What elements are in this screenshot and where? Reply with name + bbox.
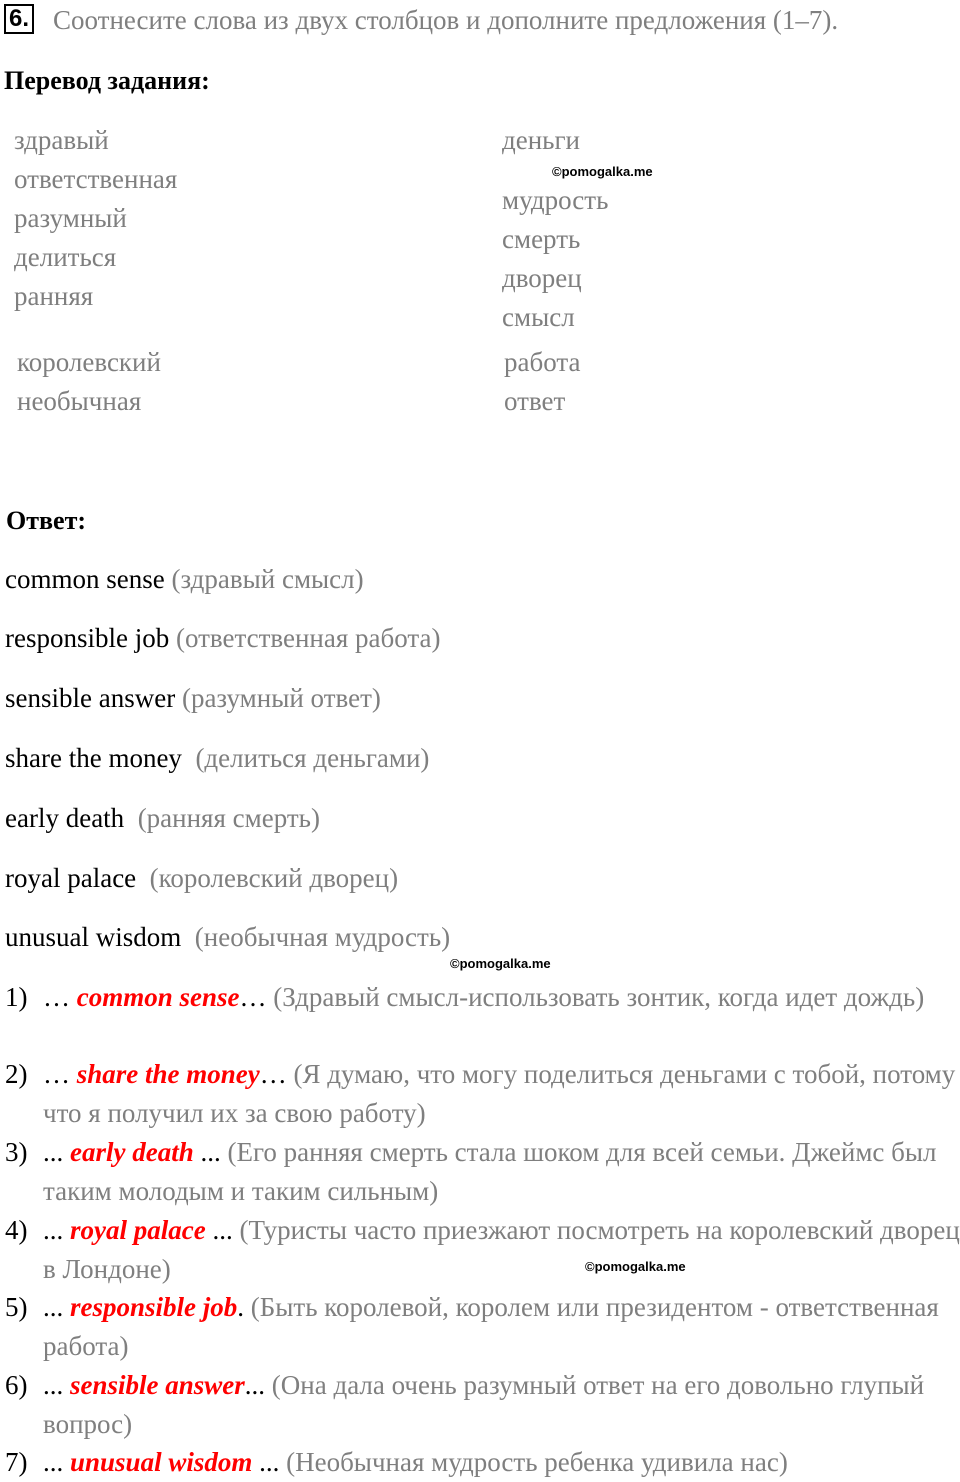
task-instruction: Соотнесите слова из двух столбцов и дополните предложения (1–7).: [53, 5, 839, 35]
answer-translation: (Необычная мудрость ребенка удивила нас): [286, 1447, 788, 1477]
watermark: ©pomogalka.me: [552, 164, 653, 179]
pair-translation: (ранняя смерть): [124, 803, 320, 833]
pair-item: [5, 620, 441, 656]
pair-item: [5, 680, 381, 716]
right-word: ответ: [504, 386, 566, 416]
answer-dots: ...: [193, 1137, 228, 1167]
answer-number: 1): [5, 982, 28, 1012]
answer-phrase: responsible job: [70, 1292, 238, 1322]
pair-item: [5, 800, 320, 836]
left-word: здравый: [14, 125, 109, 155]
pair-translation: (необычная мудрость): [181, 922, 451, 952]
pair-translation: (королевский дворец): [136, 863, 399, 893]
answer-phrase: early death: [70, 1137, 194, 1167]
pair-english: unusual wisdom: [5, 922, 182, 952]
pair-item: [5, 740, 429, 776]
pair-english: sensible answer: [5, 683, 176, 713]
pair-item: [5, 860, 398, 896]
answer-dots: ...: [244, 1370, 272, 1400]
answer-dots: ...: [43, 1137, 70, 1167]
answer-number: 7): [5, 1447, 28, 1477]
right-word: деньги: [502, 125, 581, 155]
answer-dots: …: [43, 1059, 77, 1089]
right-word: смысл: [502, 302, 575, 332]
answer-number: 4): [5, 1215, 28, 1245]
answer-item: [5, 1288, 960, 1366]
left-word: необычная: [17, 386, 142, 416]
answer-translation: (Я думаю, что могу поделиться деньгами с тобой, потому что я получил их за свою работу): [43, 1059, 956, 1128]
answer-phrase: royal palace: [70, 1215, 206, 1245]
left-word: ответственная: [14, 164, 178, 194]
answer-dots: ...: [252, 1447, 287, 1477]
answer-item: [5, 1443, 960, 1482]
pair-item: [5, 919, 450, 955]
pair-translation: (ответственная работа): [169, 623, 441, 653]
answer-translation: (Его ранняя смерть стала шоком для всей семьи. Джеймс был таким молодым и таким сильным): [43, 1137, 937, 1206]
pair-english: common sense: [5, 564, 165, 594]
answer-dots: .: [237, 1292, 251, 1322]
answer-number: 5): [5, 1292, 28, 1322]
answer-phrase: unusual wisdom: [70, 1447, 253, 1477]
task-number: 6.: [4, 4, 34, 34]
answer-item: [5, 1133, 960, 1211]
answer-dots: ...: [43, 1215, 70, 1245]
right-word: работа: [504, 347, 581, 377]
pair-translation: (делиться деньгами): [181, 743, 430, 773]
left-word: делиться: [14, 242, 117, 272]
pair-english: royal palace: [5, 863, 137, 893]
translation-heading: Перевод задания:: [4, 66, 210, 95]
answer-item: [5, 1211, 960, 1289]
left-word: разумный: [14, 203, 127, 233]
answer-dots: …: [259, 1059, 294, 1089]
answer-item: [5, 978, 960, 1056]
answer-item: [5, 1055, 960, 1133]
answer-translation: (Она дала очень разумный ответ на его довольно глупый вопрос): [43, 1370, 925, 1439]
answer-dots: ...: [43, 1447, 70, 1477]
answer-translation: (Быть королевой, королем или президентом - ответственная работа): [43, 1292, 939, 1361]
watermark: ©pomogalka.me: [450, 956, 551, 971]
left-word: королевский: [17, 347, 161, 377]
pair-english: early death: [5, 803, 125, 833]
left-word: ранняя: [14, 281, 94, 311]
answer-number: 6): [5, 1370, 28, 1400]
pair-english: responsible job: [5, 623, 170, 653]
answer-dots: ...: [205, 1215, 240, 1245]
answer-number: 2): [5, 1059, 28, 1089]
answer-dots: …: [239, 982, 274, 1012]
watermark: ©pomogalka.me: [585, 1259, 686, 1274]
answer-number: 3): [5, 1137, 28, 1167]
right-word: дворец: [502, 263, 582, 293]
right-word: смерть: [502, 224, 581, 254]
answer-dots: ...: [43, 1292, 70, 1322]
answer-translation: (Здравый смысл-использовать зонтик, когда идет дождь): [273, 982, 925, 1012]
answer-phrase: sensible answer: [70, 1370, 245, 1400]
right-word: мудрость: [502, 185, 609, 215]
answer-dots: ...: [43, 1370, 70, 1400]
pair-item: [5, 561, 364, 597]
answer-heading: Ответ:: [6, 506, 87, 535]
pair-translation: (здравый смысл): [164, 564, 364, 594]
pair-english: share the money: [5, 743, 182, 773]
answer-item: [5, 1366, 960, 1444]
answer-phrase: share the money: [76, 1059, 260, 1089]
answer-translation: (Туристы часто приезжают посмотреть на королевский дворец в Лондоне): [43, 1215, 960, 1284]
pair-translation: (разумный ответ): [175, 683, 381, 713]
answer-dots: …: [43, 982, 77, 1012]
answer-phrase: common sense: [76, 982, 240, 1012]
